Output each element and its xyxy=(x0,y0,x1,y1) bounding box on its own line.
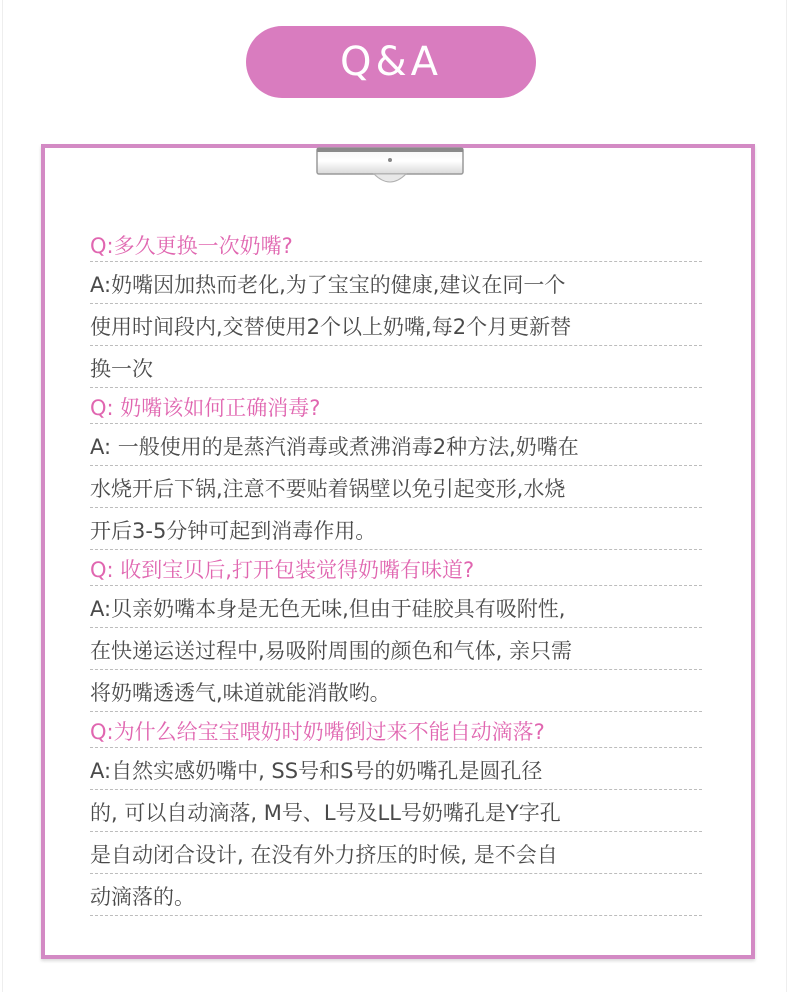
question-4: Q:为什么给宝宝喂奶时奶嘴倒过来不能自动滴落? xyxy=(90,712,702,748)
answer-1-line-1: A:奶嘴因加热而老化,为了宝宝的健康,建议在同一个 xyxy=(90,262,702,304)
clip-icon xyxy=(316,146,464,186)
answer-3-line-1: A:贝亲奶嘴本身是无色无味,但由于硅胶具有吸附性, xyxy=(90,586,702,628)
answer-3-line-2: 在快递运送过程中,易吸附周围的颜色和气体, 亲只需 xyxy=(90,628,702,670)
answer-3-line-3: 将奶嘴透透气,味道就能消散哟。 xyxy=(90,670,702,712)
answer-4-line-4: 动滴落的。 xyxy=(90,874,702,916)
answer-2-line-3: 开后3-5分钟可起到消毒作用。 xyxy=(90,508,702,550)
qa-list xyxy=(90,226,702,916)
question-3: Q: 收到宝贝后,打开包装觉得奶嘴有味道? xyxy=(90,550,702,586)
question-1: Q:多久更换一次奶嘴? xyxy=(90,226,702,262)
answer-1-line-2: 使用时间段内,交替使用2个以上奶嘴,每2个月更新替 xyxy=(90,304,702,346)
answer-2-line-1: A: 一般使用的是蒸汽消毒或煮沸消毒2种方法,奶嘴在 xyxy=(90,424,702,466)
page-title: Q&A xyxy=(246,26,536,98)
left-edge-line xyxy=(2,0,3,992)
answer-2-line-2: 水烧开后下锅,注意不要贴着锅壁以免引起变形,水烧 xyxy=(90,466,702,508)
answer-4-line-2: 的, 可以自动滴落, M号、L号及LL号奶嘴孔是Y字孔 xyxy=(90,790,702,832)
right-edge-line xyxy=(786,0,787,992)
answer-4-line-3: 是自动闭合设计, 在没有外力挤压的时候, 是不会自 xyxy=(90,832,702,874)
answer-4-line-1: A:自然实感奶嘴中, SS号和S号的奶嘴孔是圆孔径 xyxy=(90,748,702,790)
answer-1-line-3: 换一次 xyxy=(90,346,702,388)
question-2: Q: 奶嘴该如何正确消毒? xyxy=(90,388,702,424)
